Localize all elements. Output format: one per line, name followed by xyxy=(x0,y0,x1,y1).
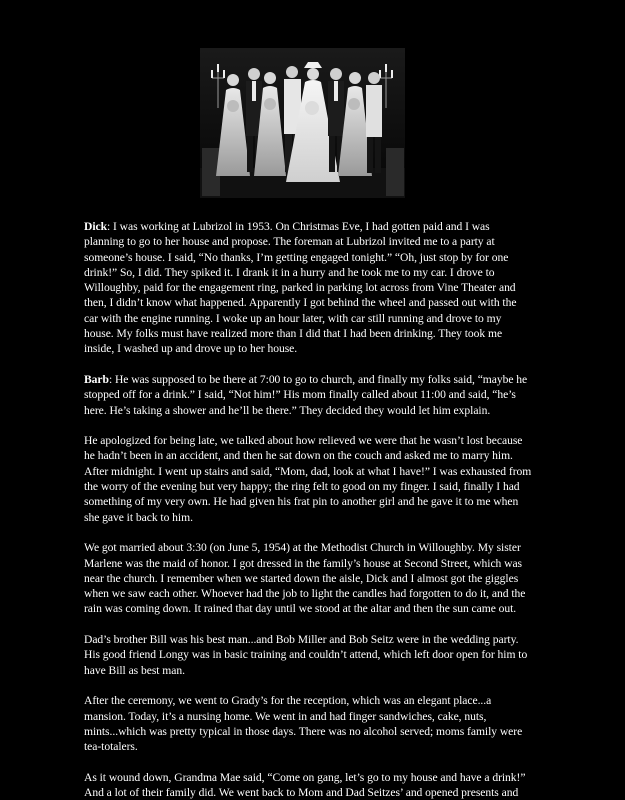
paragraph-after-party xyxy=(84,770,532,800)
speaker-name: Dick xyxy=(84,220,107,233)
paragraph-text: : I was working at Lubrizol in 1953. On Christmas Eve, I had gotten paid and I was planning to go to her house and propose. The foreman at Lubrizol invited me to a party at someone’s house. I said, “No thanks, I’m getting engaged tonight.” “Oh, just stop by for one drink!” So, I did. They spiked it. I drank it in a hurry and he took me to my car. I drove to Willoughby, paid for the engagement ring, parked in parking lot across from Vine Theater and then, I didn’t know what happened. Apparently I got behind the wheel and passed out with the car with the engine running. I woke up an hour later, with car still running and drove to my house. My folks must have realized more than I did that I had been drinking. They took me inside, I washed up and drove up to her house. xyxy=(84,220,517,356)
paragraph-wedding xyxy=(84,540,532,616)
paragraph-text: After the ceremony, we went to Grady’s for the reception, which was an elegant place...a mansion. Today, it’s a nursing home. We went in and had finger sandwiches, cake, nuts, mints...which was pretty typical in those days. There was no alcohol served; moms family were tea-totalers. xyxy=(84,694,523,754)
paragraph-text: Dad’s brother Bill was his best man...and Bob Miller and Bob Seitz were in the wedding party. His good friend Longy was in basic training and couldn’t attend, which left door open for him to have Bill as best man. xyxy=(84,633,528,677)
paragraph-dick-proposal xyxy=(84,219,532,357)
speaker-name: Barb xyxy=(84,372,109,386)
story-text xyxy=(84,219,532,800)
paragraph-text: We got married about 3:30 (on June 5, 1954) at the Methodist Church in Willoughby. My sister Marlene was the maid of honor. I got dressed in the family’s house at Second Street, which was near the church. I remember when we started down the aisle, Dick and I almost got the giggles when we saw each other. Whoever had the job to light the candles had forgotten to do it, and the rain was coming down. It rained that day until we stood at the altar and then the sun came out. xyxy=(84,541,526,616)
paragraph-barb-waiting xyxy=(84,372,532,418)
wedding-photo xyxy=(200,48,405,198)
paragraph-reception xyxy=(84,693,532,754)
paragraph-text: He apologized for being late, we talked about how relieved we were that he wasn’t lost because he hadn’t been in an accident, and then he sat down on the couch and asked me to marry him. After midnight. I went up stairs and said, “Mom, dad, look at what I have!” I was exhausted from the worry of the evening but very happy; the ring felt to good on my finger. I said, finally I had something of my very own. He had given his frat pin to another girl and he gave it to me when she gave it back to him. xyxy=(84,434,532,524)
wedding-photo-illustration xyxy=(200,48,405,198)
paragraph-best-man xyxy=(84,632,532,678)
paragraph-apology xyxy=(84,433,532,525)
paragraph-text: As it wound down, Grandma Mae said, “Come on gang, let’s go to my house and have a drink!” And a lot of their family did. We went back to Mom and Dad Seitzes’ and opened presents and xyxy=(84,770,526,799)
paragraph-text: : He was supposed to be there at 7:00 to go to church, and finally my folks said, “maybe he stopped off for a drink.” I said, “Not him!” His mom finally called about 11:00 and said, “he’s here. He’s taking a shower and he’ll be there.” They decided they would let him explain. xyxy=(84,372,528,417)
